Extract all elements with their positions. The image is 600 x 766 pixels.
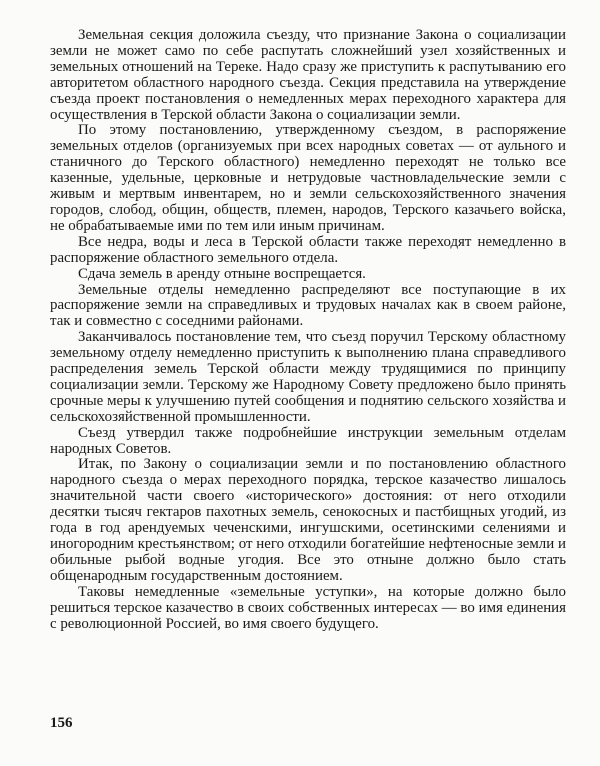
paragraph: Все недра, воды и леса в Терской области также переходят немедленно в распоряжение областного земельного отдела.	[50, 233, 566, 266]
paragraph: Итак, по Закону о социализации земли и по постановлению областного народного съезда о мерах переходного порядка, терское казачество лишалось значительной части своего «исторического» достояния: от него отходили десятки тысяч гектаров пахотных земель, сенокосных и пастбищных угодий, из года в год арендуемых чеченскими, ингушскими, осетинскими селениями и иногородним крестьянством; от него отходили богатейшие нефтеносные земли и обильные рыбой водные угодия. Все это отныне должно было стать общенародным государственным достоянием.	[50, 456, 566, 584]
paragraph: Съезд утвердил также подробнейшие инструкции земельным отделам народных Советов.	[50, 424, 566, 457]
paragraph: Земельная секция доложила съезду, что признание Закона о социализации земли не может само по себе распутать сложнейший узел хозяйственных и земельных отношений на Тереке. Надо сразу же приступить к распутыванию его авторитетом областного народного съезда. Секция представила на утверждение съезда проект постановления о немедленных мерах переходного характера для осуществления в Терской области Закона о социализации земли.	[50, 27, 566, 123]
paragraph: Земельные отделы немедленно распределяют все поступающие в их распоряжение земли на справедливых и трудовых началах как в своем районе, так и совместно с соседними районами.	[50, 281, 566, 330]
page-number: 156	[50, 715, 73, 731]
paragraph: Заканчивалось постановление тем, что съезд поручил Терскому областному земельному отделу немедленно приступить к выполнению плана справедливого распределения земель Терской области между трудящимися по принципу социализации земли. Терскому же Народному Совету предложено было принять срочные меры к улучшению путей сообщения и поднятию сельского хозяйства и сельскохозяйственной промышленности.	[50, 329, 566, 425]
paragraph: Таковы немедленные «земельные уступки», на которые должно было решиться терское казачество в своих собственных интересах — во имя единения с революционной Россией, во имя своего будущего.	[50, 583, 566, 632]
paragraph: Сдача земель в аренду отныне воспрещается.	[78, 265, 366, 282]
body-text	[50, 28, 566, 632]
paragraph: По этому постановлению, утвержденному съездом, в распоряжение земельных отделов (организуемых при всех народных советах — от аульного и станичного до Терского областного) немедленно переходят не только все казенные, удельные, церковные и нетрудовые частновладельческие земли с живым и мертвым инвентарем, но и земли сельскохозяйственного значения городов, слобод, общин, обществ, племен, народов, Терского казачьего войска, не обрабатываемые ими по тем или иным причинам.	[50, 122, 566, 234]
